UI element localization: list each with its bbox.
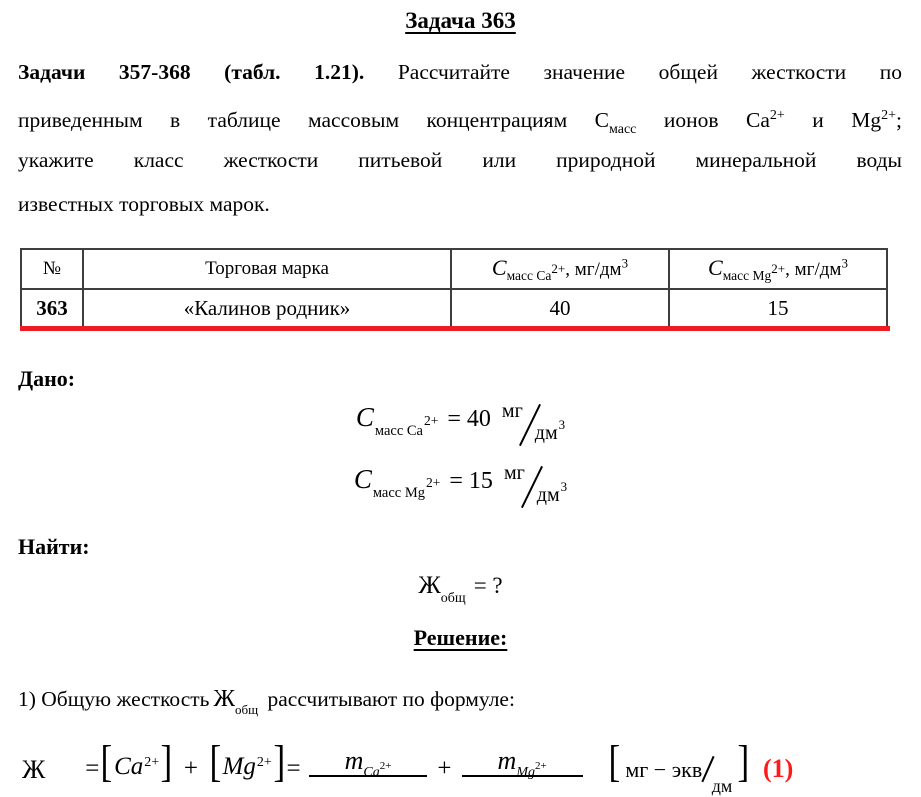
mg-mass-numerator [497, 746, 547, 780]
c-mg-subscript: масс Mg [722, 267, 772, 283]
mass-symbol: m [344, 746, 364, 775]
intro-bold-lead: Задачи 357-368 (табл. 1.21). [18, 60, 365, 84]
hardness-symbol: Ж [213, 686, 235, 712]
c-symbol: C [353, 464, 372, 494]
cell-problem-number: 363 [21, 289, 83, 327]
ca-mass-sub-text: Ca [363, 765, 380, 780]
ca-ion-charge: 2+ [144, 755, 160, 770]
data-table [20, 248, 886, 328]
plus-sign: + [437, 755, 452, 782]
unit-denominator [536, 479, 568, 506]
intro-line-2-text2: ионов Ca [636, 108, 770, 132]
given-equation-ca [356, 402, 565, 448]
find-label: Найти: [18, 534, 90, 559]
c-ca-subscript: масс Ca [506, 267, 552, 283]
unit-bracket-group [607, 737, 751, 797]
intro-paragraph [18, 50, 902, 226]
mg-charge-superscript: 2+ [881, 108, 897, 123]
given-label: Дано: [18, 366, 76, 391]
mass-subscript: масс [608, 122, 637, 137]
given-equation-mg-row [0, 464, 921, 510]
cell-ca-value: 40 [451, 289, 669, 327]
mg-mass-fraction [462, 746, 583, 780]
unit-numerator: мг [503, 462, 525, 484]
mg-mass-sub-charge: 2+ [534, 760, 547, 772]
ca-bracket-group [99, 737, 173, 786]
unit-text: мг − экв [625, 757, 703, 782]
ca-mass-subscript [363, 760, 392, 780]
page-title [0, 8, 921, 34]
cell-mg-value: 15 [669, 289, 887, 327]
given-equation-mg [354, 464, 567, 510]
left-bracket: [ [209, 737, 222, 786]
intro-line-1 [18, 50, 902, 94]
mg-mass-subscript [516, 760, 547, 780]
find-equation [418, 572, 503, 606]
solution-heading [0, 625, 921, 651]
left-bracket: [ [608, 737, 620, 786]
mass-symbol: m [497, 746, 517, 775]
cell-brand-name: «Калинов родник» [83, 289, 451, 327]
unit-exponent: 3 [560, 479, 568, 494]
unit-numerator: мг [501, 400, 523, 422]
table-header-row [21, 249, 887, 289]
ca-ion [114, 753, 159, 781]
given-equation-ca-row [0, 402, 921, 448]
mg-charge: 2+ [771, 260, 786, 276]
unit-exponent: 3 [558, 417, 566, 432]
unit-denominator-text: дм [536, 484, 560, 506]
hardness-formula [22, 737, 794, 797]
mg-ion [223, 753, 272, 781]
hardness-symbol: Ж [418, 572, 441, 599]
hardness-subscript: общ [234, 702, 259, 717]
ca-unit-text: , мг/дм [565, 258, 622, 280]
c-symbol: C [491, 254, 507, 280]
page-title-text: Задача 363 [405, 8, 516, 33]
c-subscript: масс Ca [374, 423, 423, 439]
ion-charge: 2+ [426, 475, 441, 490]
header-cell-brand: Торговая марка [83, 249, 451, 289]
red-underline [20, 326, 890, 331]
equals-sign: = [85, 755, 100, 782]
ca-mass-sub-charge: 2+ [379, 760, 392, 772]
intro-line-2-text4: ; [896, 108, 903, 132]
hardness-symbol: Ж [22, 755, 46, 784]
hardness-table [20, 248, 888, 328]
hardness-subscript: общ [440, 591, 466, 606]
intro-line-3: укажите класс жесткости питьевой или природной минеральной воды [18, 148, 902, 172]
c-symbol: C [708, 254, 723, 280]
solution-heading-text: Решение: [413, 625, 508, 650]
intro-line-2-text1: приведенным в таблице массовым концентрациям С [18, 108, 609, 132]
mg-bracket-group [208, 737, 287, 786]
mg-unit-text: , мг/дм [785, 258, 842, 280]
header-cell-number: № [21, 249, 83, 289]
ion-charge: 2+ [424, 413, 439, 428]
intro-line-2-text3: и Mg [784, 108, 882, 132]
ca-unit-exponent: 3 [621, 255, 629, 271]
step-1-prefix: 1) Общую жесткость [18, 687, 210, 711]
header-cell-mg-concentration [669, 249, 887, 289]
ca-ion-text: Ca [114, 753, 144, 780]
unit-denominator-text: дм [534, 422, 558, 444]
unit-denominator: дм [711, 776, 733, 796]
ca-charge: 2+ [551, 260, 566, 276]
table-data-row [21, 289, 887, 327]
intro-line-1-rest: Рассчитайте значение общей жесткости по [364, 60, 902, 84]
ca-mass-fraction [309, 746, 428, 780]
mg-ion-text: Mg [222, 753, 256, 780]
header-cell-ca-concentration [451, 249, 669, 289]
mg-ion-charge: 2+ [256, 755, 272, 770]
right-bracket: ] [737, 737, 750, 786]
equals-value: = 15 [449, 468, 493, 494]
mg-mass-sub-text: Mg [516, 765, 535, 780]
find-equation-row [0, 572, 921, 606]
mg-unit-exponent: 3 [841, 255, 848, 271]
ca-charge-superscript: 2+ [769, 108, 785, 123]
c-symbol: C [355, 402, 374, 432]
equals-sign: = [286, 755, 301, 782]
plus-sign: + [183, 755, 198, 782]
step-1-text [18, 686, 515, 717]
equation-number: (1) [762, 754, 794, 783]
right-bracket: ] [273, 737, 286, 786]
unit-denominator [534, 417, 566, 444]
left-bracket: [ [100, 737, 113, 786]
step-1-suffix: рассчитывают по формуле: [267, 687, 515, 711]
equals-question: = ? [473, 573, 503, 598]
c-subscript: масс Mg [372, 485, 426, 501]
intro-line-2 [18, 94, 902, 138]
ca-mass-numerator [344, 746, 392, 780]
intro-line-4: известных торговых марок. [18, 192, 270, 216]
equals-value: = 40 [447, 406, 491, 432]
right-bracket: ] [160, 737, 173, 786]
